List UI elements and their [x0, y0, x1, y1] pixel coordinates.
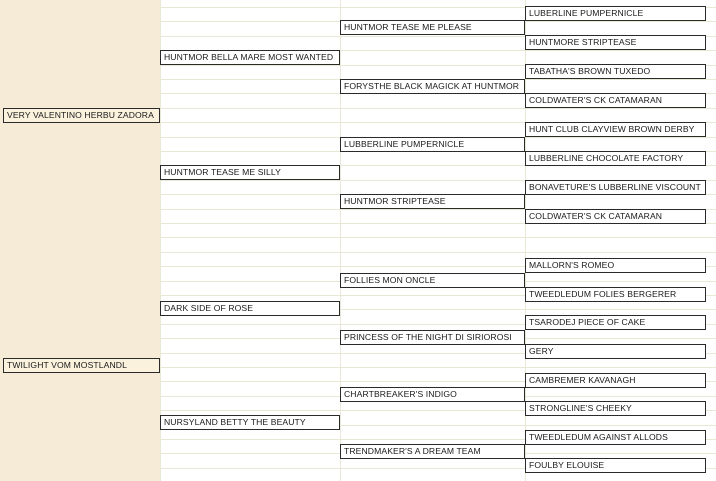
gen4-cell-16[interactable]: FOULBY ELOUISE [525, 458, 706, 473]
gen2-cell-3[interactable]: DARK SIDE OF ROSE [160, 301, 340, 316]
gen4-cell-3[interactable]: TABATHA'S BROWN TUXEDO [525, 64, 706, 79]
gridline [160, 367, 716, 368]
gen4-cell-5[interactable]: HUNT CLUB CLAYVIEW BROWN DERBY [525, 122, 706, 137]
gen3-cell-6[interactable]: PRINCESS OF THE NIGHT DI SIRIOROSI [340, 330, 525, 345]
gen4-cell-13[interactable]: CAMBREMER KAVANAGH [525, 373, 706, 388]
gen3-cell-1[interactable]: HUNTMOR TEASE ME PLEASE [340, 20, 525, 35]
gen4-cell-6[interactable]: LUBBERLINE CHOCOLATE FACTORY [525, 151, 706, 166]
gen1-sire[interactable]: VERY VALENTINO HERBU ZADORA [3, 108, 160, 123]
gen2-cell-4[interactable]: NURSYLAND BETTY THE BEAUTY [160, 415, 340, 430]
gridline [160, 108, 716, 109]
gen3-cell-8[interactable]: TRENDMAKER'S A DREAM TEAM [340, 444, 525, 459]
gen3-cell-7[interactable]: CHARTBREAKER'S INDIGO [340, 387, 525, 402]
gridline [340, 0, 341, 481]
gen4-cell-12[interactable]: GERY [525, 344, 706, 359]
gen4-cell-4[interactable]: COLDWATER'S CK CATAMARAN [525, 93, 706, 108]
gen4-cell-15[interactable]: TWEEDLEDUM AGAINST ALLODS [525, 430, 706, 445]
gen3-cell-5[interactable]: FOLLIES MON ONCLE [340, 273, 525, 288]
gridline [160, 0, 161, 481]
gen4-cell-10[interactable]: TWEEDLEDUM FOLIES BERGERER [525, 287, 706, 302]
gen3-cell-2[interactable]: FORYSTHE BLACK MAGICK AT HUNTMOR [340, 79, 525, 94]
gen4-cell-11[interactable]: TSARODEJ PIECE OF CAKE [525, 315, 706, 330]
gen4-cell-8[interactable]: COLDWATER'S CK CATAMARAN [525, 209, 706, 224]
gen4-cell-2[interactable]: HUNTMORE STRIPTEASE [525, 35, 706, 50]
gen2-cell-2[interactable]: HUNTMOR TEASE ME SILLY [160, 165, 340, 180]
gen4-cell-9[interactable]: MALLORN'S ROMEO [525, 258, 706, 273]
gen3-cell-3[interactable]: LUBBERLINE PUMPERNICLE [340, 137, 525, 152]
gen4-cell-14[interactable]: STRONGLINE'S CHEEKY [525, 401, 706, 416]
gen4-cell-7[interactable]: BONAVETURE'S LUBBERLINE VISCOUNT [525, 180, 706, 195]
gridline [160, 237, 716, 238]
gridline [160, 252, 716, 253]
sire-column-background [0, 0, 160, 481]
gen4-cell-1[interactable]: LUBERLINE PUMPERNICLE [525, 6, 706, 21]
gen1-dam[interactable]: TWILIGHT VOM MOSTLANDL [3, 358, 160, 373]
gen3-cell-4[interactable]: HUNTMOR STRIPTEASE [340, 194, 525, 209]
gen2-cell-1[interactable]: HUNTMOR BELLA MARE MOST WANTED [160, 50, 340, 65]
